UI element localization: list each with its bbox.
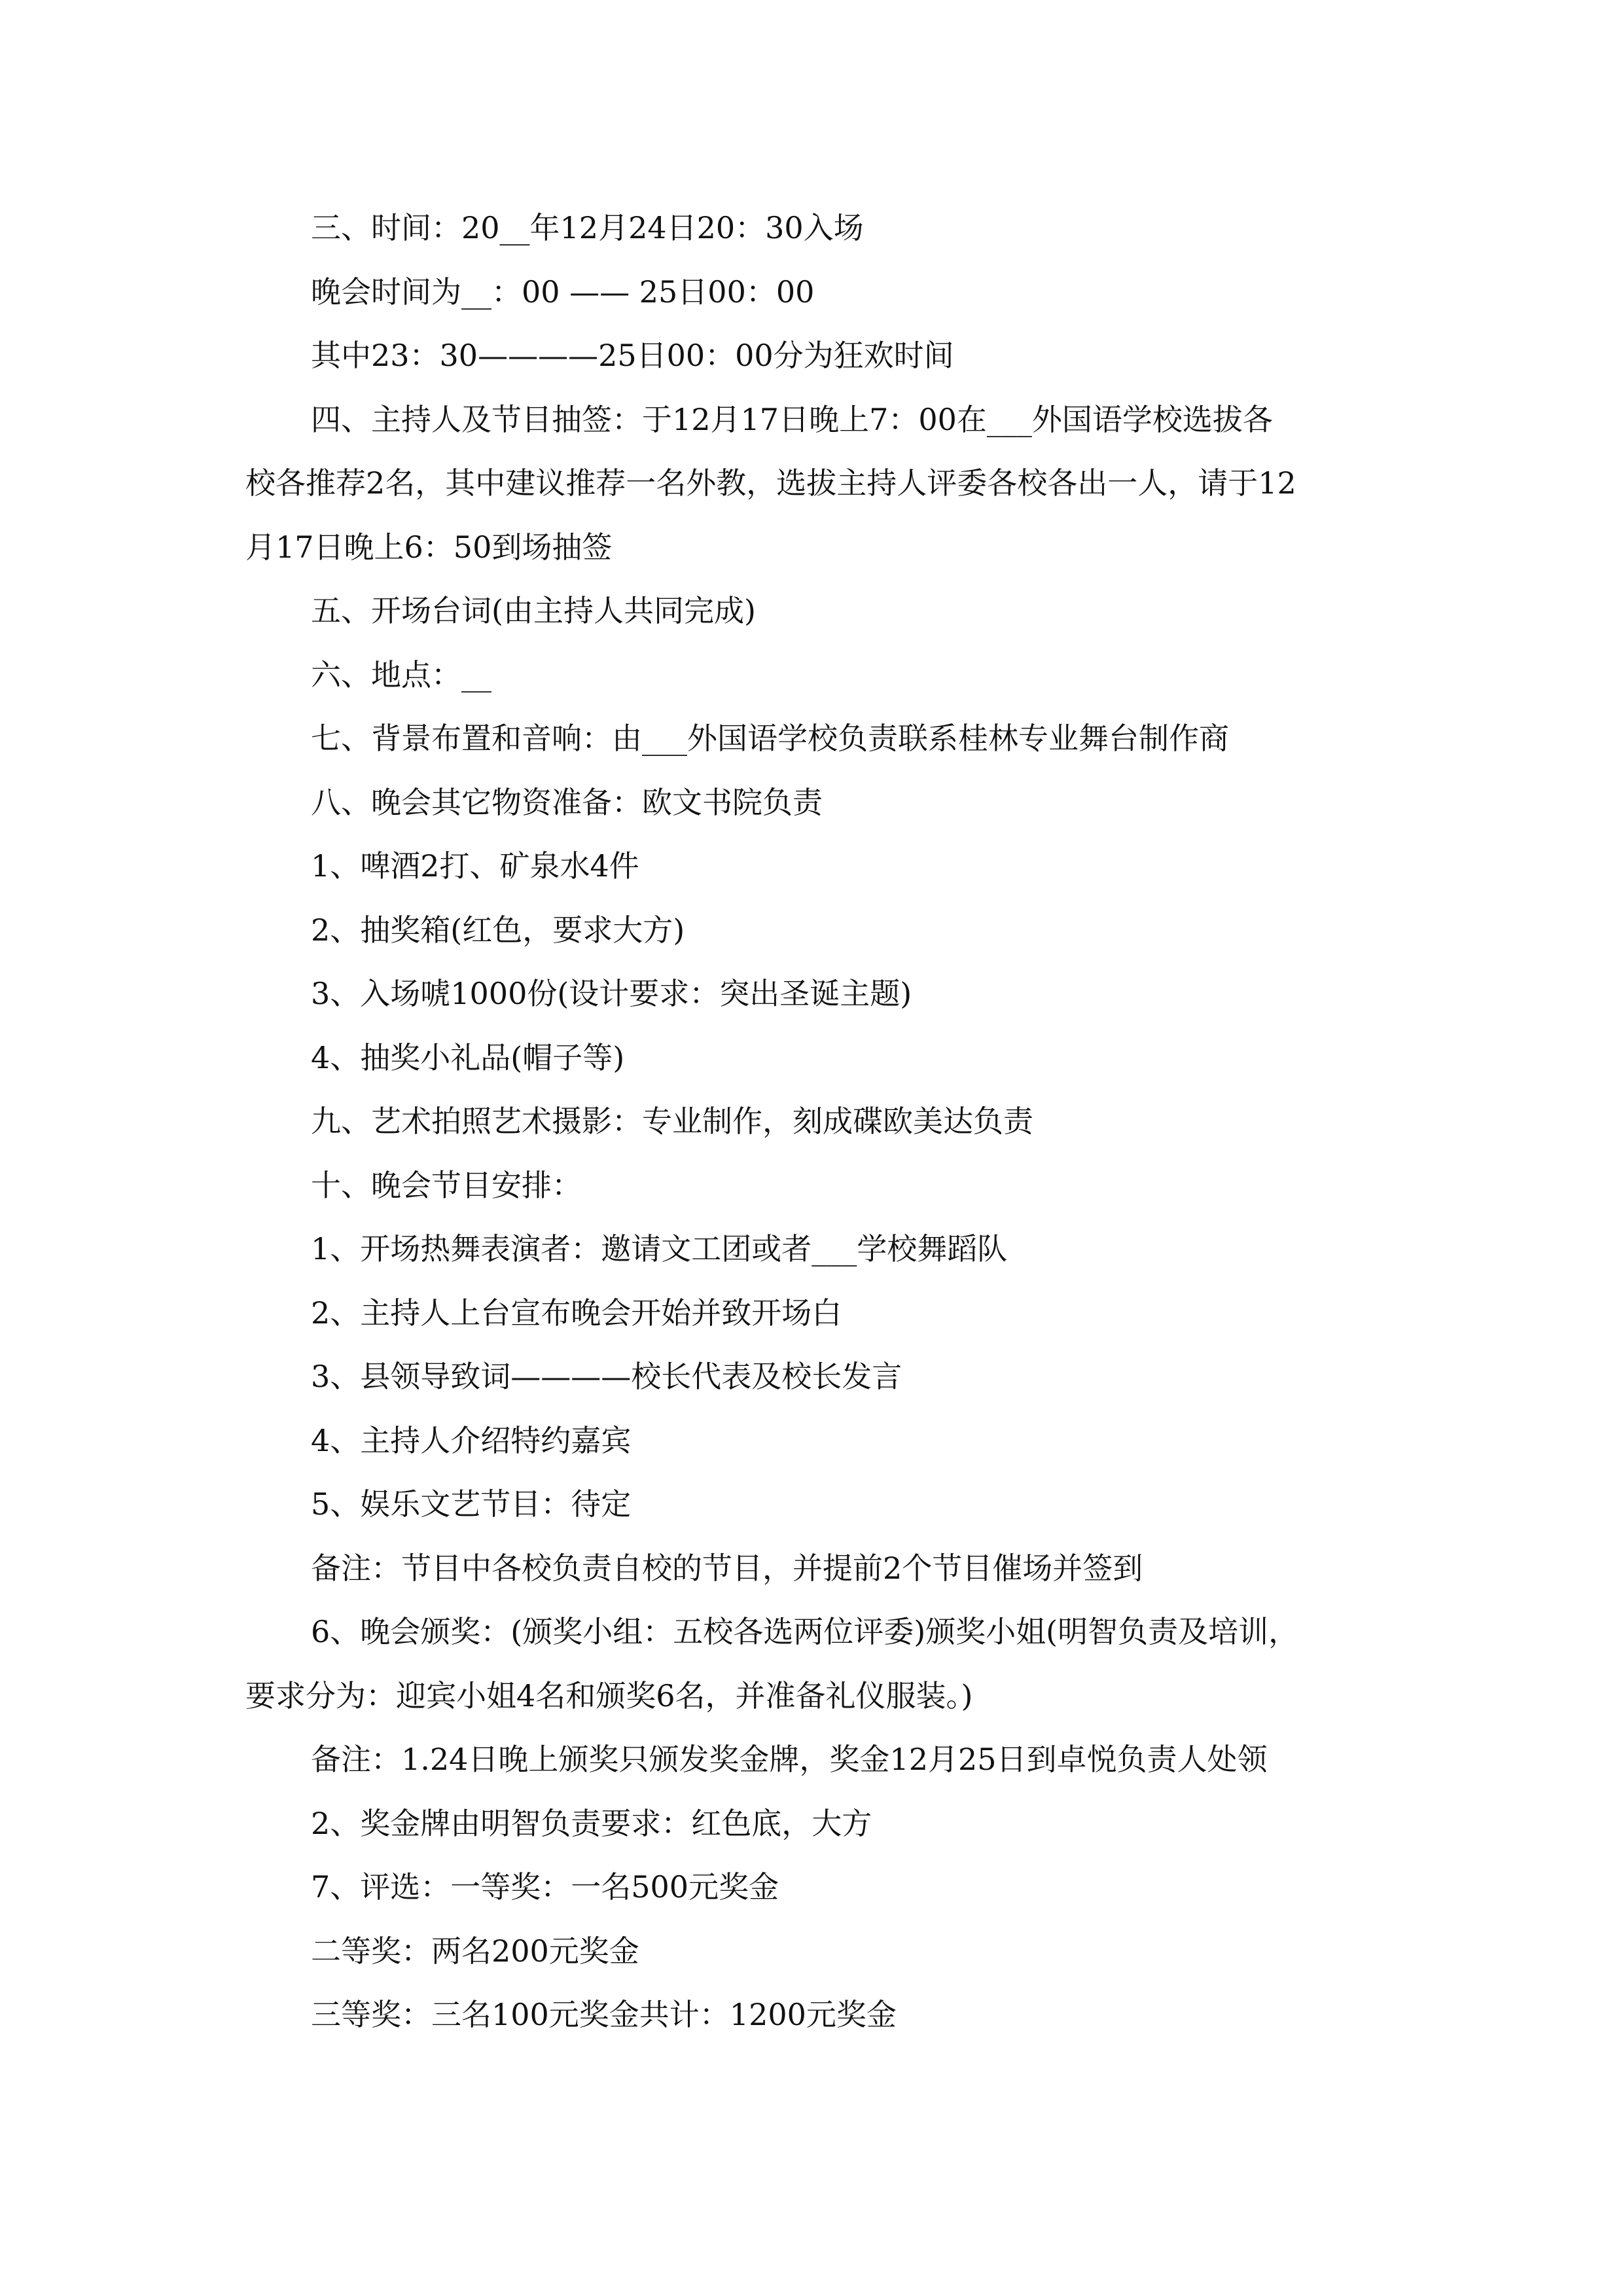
paragraph-location: 六、地点：__ bbox=[311, 656, 491, 692]
paragraph-note-programs: 备注：节目中各校负责自校的节目，并提前2个节目催场并签到 bbox=[311, 1550, 1143, 1586]
list-item-program-2: 2、主持人上台宣布晚会开始并致开场白 bbox=[311, 1295, 842, 1331]
paragraph-party-time: 晚会时间为__：00 —— 25日00：00 bbox=[311, 274, 815, 310]
paragraph-time: 三、时间：20__年12月24日20：30入场 bbox=[311, 210, 864, 245]
paragraph-host-selection bbox=[245, 388, 1397, 580]
list-item-supplies-1: 1、啤酒2打、矿泉水4件 bbox=[311, 848, 639, 884]
list-item-supplies-4: 4、抽奖小礼品(帽子等) bbox=[311, 1039, 625, 1075]
paragraph-host-selection-line1: 四、主持人及节目抽签：于12月17日晚上7：00在___外国语学校选拔各 bbox=[311, 401, 1273, 437]
paragraph-host-selection-line3: 月17日晚上6：50到场抽签 bbox=[245, 529, 613, 565]
list-item-program-4: 4、主持人介绍特约嘉宾 bbox=[311, 1422, 632, 1458]
list-item-program-1: 1、开场热舞表演者：邀请文工团或者___学校舞蹈队 bbox=[311, 1231, 1008, 1266]
list-item-supplies-3: 3、入场唬1000份(设计要求：突出圣诞主题) bbox=[311, 976, 912, 1011]
paragraph-award-ceremony bbox=[245, 1600, 1397, 1728]
list-item-second-prize: 二等奖：两名200元奖金 bbox=[311, 1933, 639, 1969]
paragraph-host-selection-line2: 校各推荐2名，其中建议推荐一名外教，选拔主持人评委各校各出一人，请于12 bbox=[245, 465, 1296, 501]
paragraph-award-ceremony-line2: 要求分为：迎宾小姐4名和颁奖6名，并准备礼仪服装。) bbox=[245, 1677, 973, 1713]
paragraph-stage-sound: 七、背景布置和音响：由___外国语学校负责联系桂林专业舞台制作商 bbox=[311, 721, 1229, 756]
paragraph-note-awards: 备注：1.24日晚上颁奖只颁发奖金牌，奖金12月25日到卓悦负责人处领 bbox=[311, 1742, 1268, 1777]
list-item-award-plaque: 2、奖金牌由明智负责要求：红色底，大方 bbox=[311, 1805, 872, 1841]
paragraph-award-ceremony-line1: 6、晚会颁奖：(颁奖小组：五校各选两位评委)颁奖小姐(明智负责及培训， bbox=[311, 1614, 1299, 1649]
paragraph-photography: 九、艺术拍照艺术摄影：专业制作，刻成碟欧美达负责 bbox=[311, 1103, 1033, 1139]
list-item-supplies-2: 2、抽奖箱(红色，要求大方) bbox=[311, 912, 685, 948]
list-item-first-prize: 7、评选：一等奖：一名500元奖金 bbox=[311, 1869, 779, 1905]
list-item-third-prize: 三等奖：三名100元奖金共计：1200元奖金 bbox=[311, 1997, 897, 2032]
paragraph-supplies: 八、晚会其它物资准备：欧文书院负责 bbox=[311, 784, 823, 820]
paragraph-program-schedule: 十、晚会节目安排： bbox=[311, 1167, 582, 1203]
paragraph-carnival-time: 其中23：30————25日00：00分为狂欢时间 bbox=[311, 338, 954, 373]
document-body bbox=[245, 196, 1397, 2047]
list-item-program-5: 5、娱乐文艺节目：待定 bbox=[311, 1486, 632, 1522]
paragraph-opening-lines: 五、开场台词(由主持人共同完成) bbox=[311, 593, 756, 628]
list-item-program-3: 3、县领导致词————校长代表及校长发言 bbox=[311, 1359, 902, 1394]
